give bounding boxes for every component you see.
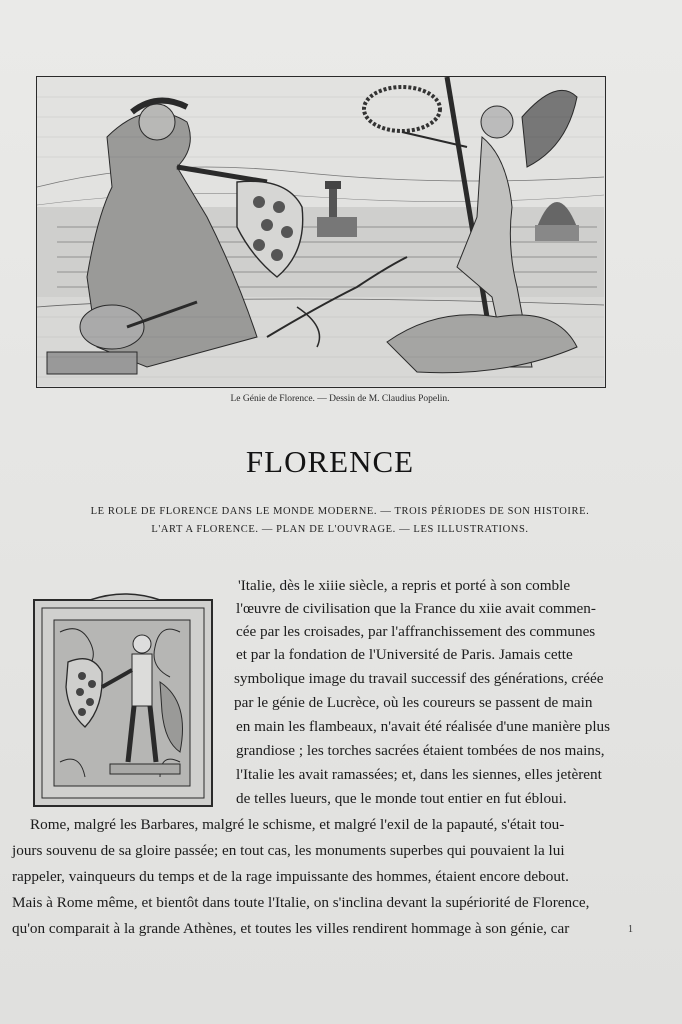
body-line: l'Italie les avait ramassées; et, dans les siennes, elles jetèrent xyxy=(236,766,602,783)
engraving-caption: Le Génie de Florence. — Dessin de M. Claudius Popelin. xyxy=(230,394,450,404)
body-line: 'Italie, dès le xiiie siècle, a repris et porté à son comble xyxy=(238,577,571,594)
body-line: grandiose ; les torches sacrées étaient tombées de nos mains, xyxy=(236,742,605,759)
signature-mark: 1 xyxy=(628,924,633,935)
chapter-summary-line-1: LE ROLE DE FLORENCE DANS LE MONDE MODERNE. — TROIS PÉRIODES DE SON HISTOIRE. xyxy=(90,506,590,517)
body-line: Rome, malgré les Barbares, malgré le schisme, et malgré l'exil de la papauté, s'était tou- xyxy=(30,816,565,833)
body-line: par le génie de Lucrèce, où les coureurs se passent de main xyxy=(234,694,593,711)
body-line: qu'on comparait à la grande Athènes, et toutes les villes rendirent hommage à son génie, car xyxy=(12,920,570,937)
body-line: rappeler, vainqueurs du temps et de la rage impuissante des hommes, étaient encore debout. xyxy=(12,868,569,885)
body-line: cée par les croisades, par l'affranchissement des communes xyxy=(236,623,596,640)
chapter-title: FLORENCE xyxy=(245,444,415,479)
body-line: de telles lueurs, que le monde tout entier en fut ébloui. xyxy=(236,790,567,807)
body-line: l'œuvre de civilisation que la France du xiie avait commen- xyxy=(236,600,596,617)
frontispiece-engraving xyxy=(36,76,606,388)
body-line: et par la fondation de l'Université de Paris. Jamais cette xyxy=(236,646,573,663)
ornamental-initial-l xyxy=(30,592,218,814)
chapter-summary-line-2: L'ART A FLORENCE. — PLAN DE L'OUVRAGE. — LES ILLUSTRATIONS. xyxy=(151,524,529,535)
body-line: en main les flambeaux, n'avait été réalisée d'une manière plus xyxy=(236,718,611,735)
body-line: symbolique image du travail successif des générations, créée xyxy=(234,670,604,687)
body-line: jours souvenu de sa gloire passée; en tout cas, les monuments superbes qui pouvaient la lui xyxy=(12,842,565,859)
body-line: Mais à Rome même, et bientôt dans toute l'Italie, on s'inclina devant la supériorité de Florence, xyxy=(12,894,590,911)
